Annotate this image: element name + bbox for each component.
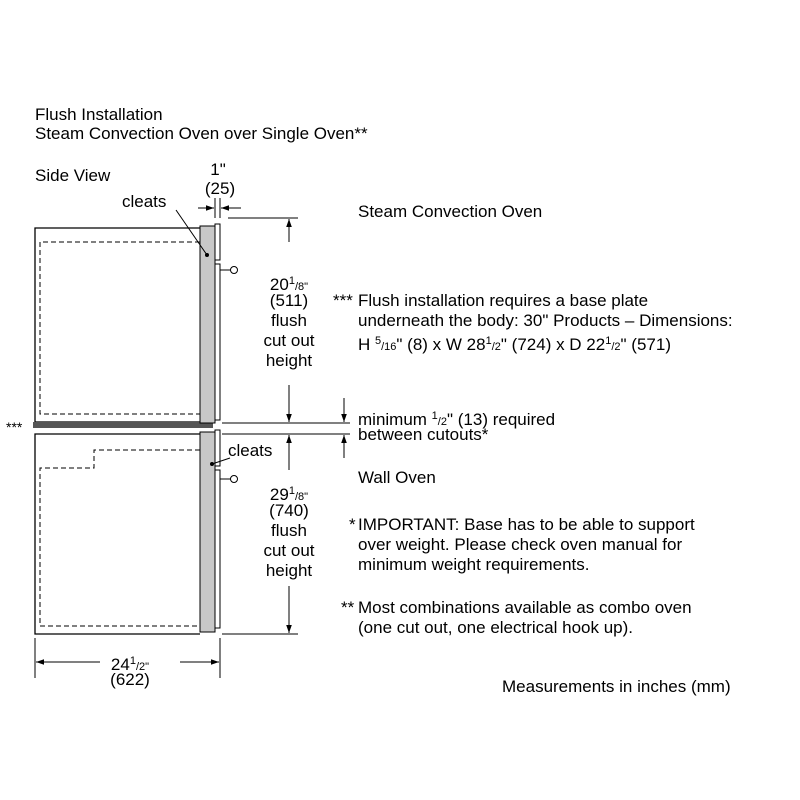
lower-height-mm: (740)	[269, 501, 309, 520]
flush-d-num: 1	[605, 335, 612, 347]
oven-handle-upper	[220, 267, 238, 274]
width-whole: 24	[110, 655, 130, 674]
upper-height-den: /8"	[294, 281, 309, 293]
flush-h-den: /16	[381, 341, 397, 353]
base-plate-marker: ***	[6, 419, 23, 435]
gap-width-label: 1"	[210, 160, 226, 179]
oven-handle-lower	[220, 476, 238, 483]
cleats-label-top: cleats	[122, 192, 167, 211]
page-title: Flush Installation	[35, 105, 163, 124]
flush-d-den: /2	[611, 341, 621, 353]
width-num: 1	[129, 655, 136, 667]
upper-height-num: 1	[288, 275, 295, 287]
units-note: Measurements in inches (mm)	[502, 677, 731, 696]
width-mm-label: (622)	[110, 670, 150, 689]
flush-d-prefix: " (724) x D 22	[500, 335, 606, 354]
min-gap-line2: between cutouts*	[358, 425, 489, 444]
flush-note-line2: underneath the body: 30" Products – Dimensions:	[358, 311, 733, 330]
flush-w-prefix: " (8) x W 28	[396, 335, 486, 354]
min-gap-suffix: " (13) required	[446, 410, 556, 429]
upper-cutout-line1: flush	[271, 311, 307, 330]
flush-note-star: ***	[333, 291, 353, 310]
lower-cutout-line3: height	[265, 561, 313, 580]
important-note-star: *	[349, 515, 356, 534]
flush-h-prefix: H	[358, 335, 375, 354]
important-note-line3: minimum weight requirements.	[358, 555, 590, 574]
min-gap-num: 1	[431, 410, 438, 422]
upper-height-mm: (511)	[269, 291, 309, 310]
flush-h-num: 5	[375, 335, 382, 347]
upper-height-whole: 20	[269, 275, 289, 294]
flush-w-den: /2	[491, 341, 501, 353]
gap-width-mm-label: (25)	[204, 179, 236, 198]
flush-d-suffix: " (571)	[620, 335, 671, 354]
upper-cutout-line2: cut out	[263, 331, 315, 350]
lower-cabinet	[35, 434, 200, 634]
important-note-line1: IMPORTANT: Base has to be able to support	[358, 515, 695, 534]
combo-note-line2: (one cut out, one electrical hook up).	[358, 618, 633, 637]
gap-dimension	[198, 198, 241, 218]
flush-w-num: 1	[485, 335, 492, 347]
combo-note-line1: Most combinations available as combo oven	[358, 598, 692, 617]
flush-note-line3	[358, 331, 671, 357]
lower-cutout-line2: cut out	[263, 541, 315, 560]
view-label: Side View	[35, 166, 111, 185]
min-gap-prefix: minimum	[358, 410, 432, 429]
cleats-label-bottom: cleats	[228, 441, 273, 460]
min-gap-den: /2	[437, 416, 447, 428]
lower-height-num: 1	[288, 485, 295, 497]
page-subtitle: Steam Convection Oven over Single Oven**	[35, 124, 368, 143]
important-note-line2: over weight. Please check oven manual for	[358, 535, 683, 554]
wall-oven-label: Wall Oven	[358, 468, 436, 487]
lower-cutout-line1: flush	[271, 521, 307, 540]
lower-height-den: /8"	[294, 491, 309, 503]
combo-note-star: **	[341, 598, 355, 617]
width-den: /2"	[135, 661, 150, 673]
base-plate	[33, 422, 213, 428]
upper-cutout-line3: height	[265, 351, 313, 370]
lower-height-whole: 29	[269, 485, 289, 504]
flush-note-line1: Flush installation requires a base plate	[358, 291, 649, 310]
upper-cabinet	[35, 228, 200, 422]
steam-oven-label: Steam Convection Oven	[358, 202, 543, 221]
